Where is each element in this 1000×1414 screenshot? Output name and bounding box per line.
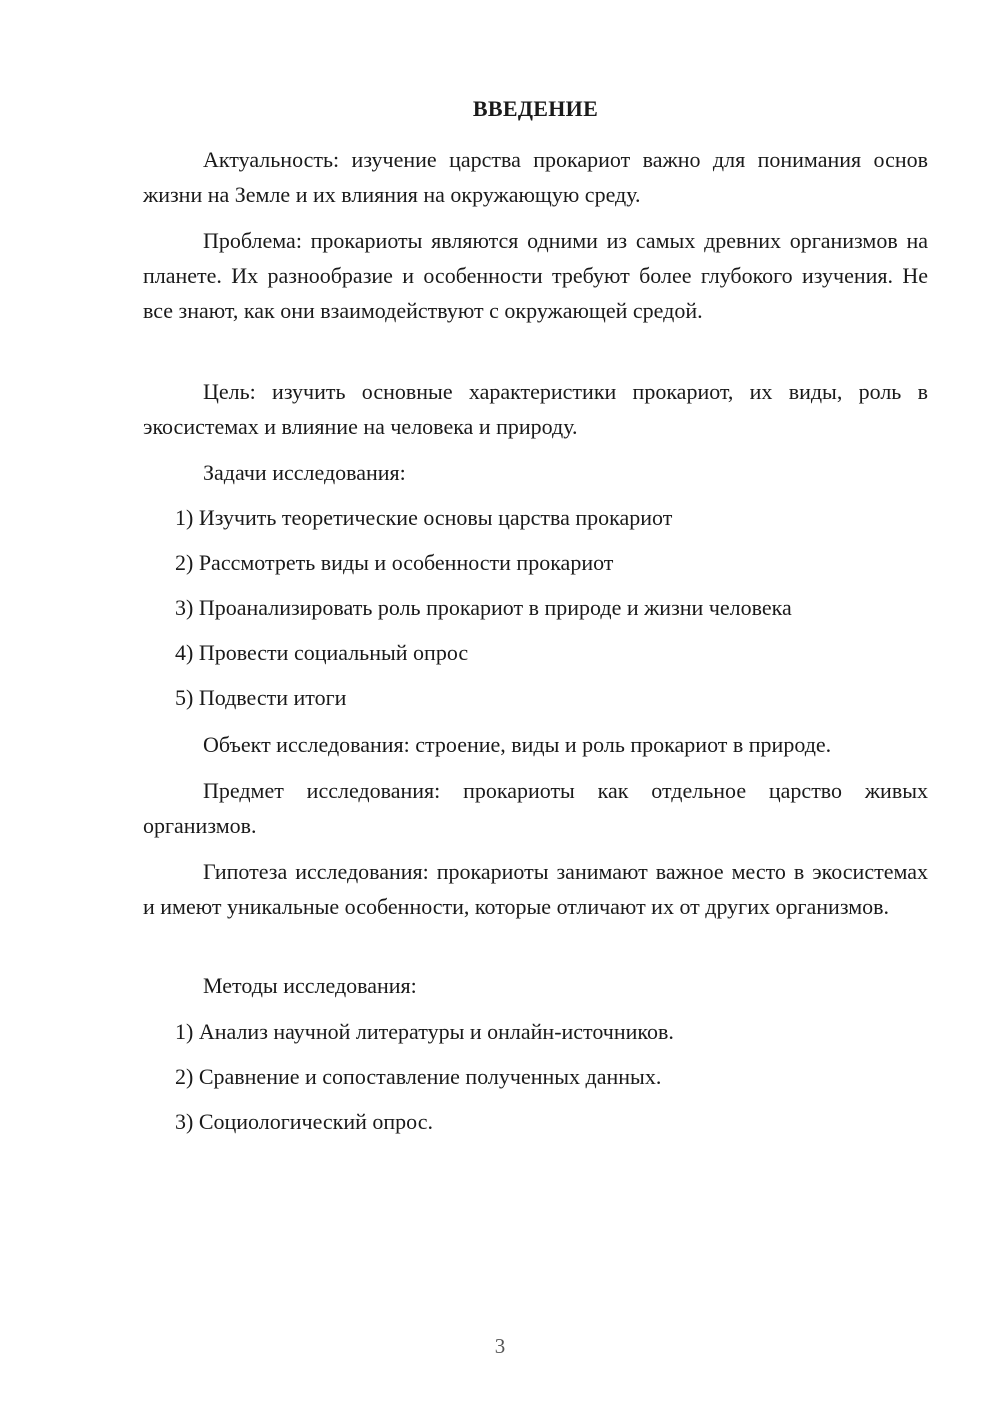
hypothesis-paragraph: Гипотеза исследования: прокариоты занимают важное место в экосистемах и имеют уникальные особенности, которые отличают их от других организмов. — [143, 859, 928, 919]
task-item: 3) Проанализировать роль прокариот в природе и жизни человека — [175, 595, 792, 620]
methods-heading: Методы исследования: — [203, 973, 417, 998]
method-item: 3) Социологический опрос. — [175, 1109, 433, 1134]
method-item: 2) Сравнение и сопоставление полученных данных. — [175, 1064, 662, 1089]
problem-paragraph: Проблема: прокариоты являются одними из самых древних организмов на планете. Их разнообразие и особенности требуют более глубокого изучения. Не все знают, как они взаимодействуют с окружающей средой. — [143, 228, 928, 323]
task-item: 4) Провести социальный опрос — [175, 640, 469, 665]
object-paragraph: Объект исследования: строение, виды и роль прокариот в природе. — [203, 732, 832, 757]
goal-paragraph: Цель: изучить основные характеристики прокариот, их виды, роль в экосистемах и влияние на человека и природу. — [143, 379, 928, 439]
task-item: 1) Изучить теоретические основы царства прокариот — [175, 505, 673, 530]
subject-paragraph: Предмет исследования: прокариоты как отдельное царство живых организмов. — [143, 778, 928, 838]
relevance-paragraph: Актуальность: изучение царства прокариот важно для понимания основ жизни на Земле и их влияния на окружающую среду. — [143, 147, 928, 207]
task-item: 5) Подвести итоги — [175, 685, 347, 710]
method-item: 1) Анализ научной литературы и онлайн-источников. — [175, 1019, 674, 1044]
task-item: 2) Рассмотреть виды и особенности прокариот — [175, 550, 614, 575]
page-number: 3 — [494, 1334, 506, 1358]
section-title: ВВЕДЕНИЕ — [472, 96, 599, 121]
tasks-heading: Задачи исследования: — [203, 460, 406, 485]
